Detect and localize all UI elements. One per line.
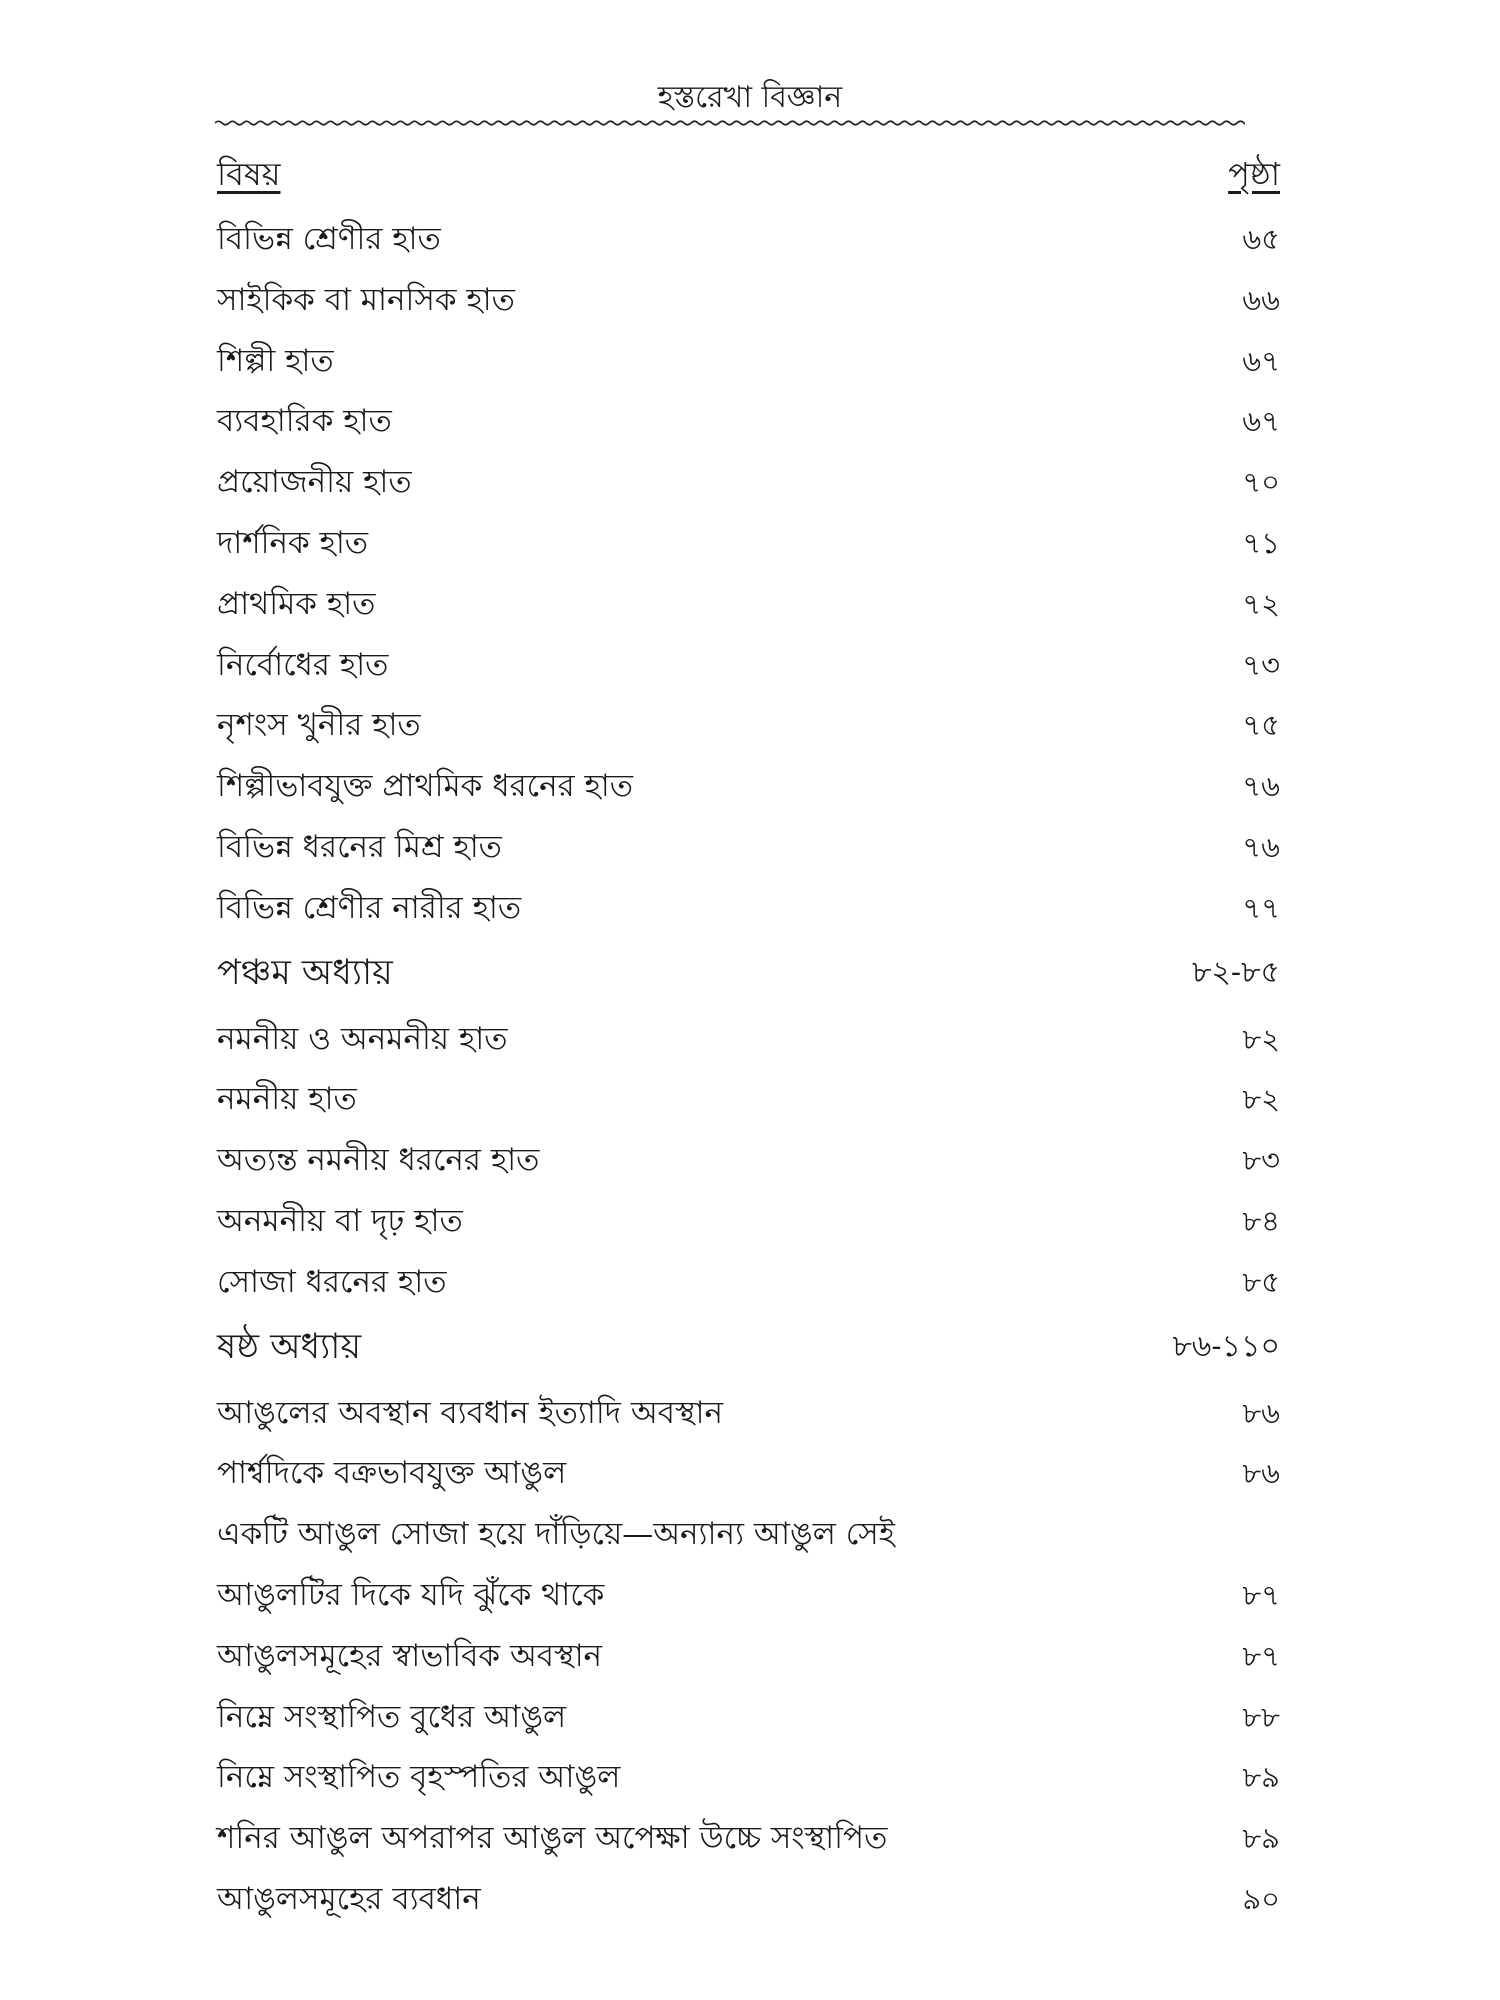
toc-row [215, 879, 1280, 940]
toc-row [215, 818, 1280, 879]
toc-entry-page: ৭৬ [1242, 829, 1280, 864]
toc-entry-title: নৃশংস খুনীর হাত [217, 707, 421, 744]
toc-row [215, 1627, 1280, 1688]
toc-entry-title: বিভিন্ন শ্রেণীর নারীর হাত [217, 889, 522, 926]
toc-row [215, 392, 1280, 453]
toc-entry-title: দার্শনিক হাত [217, 524, 369, 561]
wavy-divider [215, 116, 1245, 130]
toc-row [215, 210, 1280, 271]
toc-row [215, 1070, 1280, 1131]
toc-entry-page: ৮৯ [1242, 1760, 1280, 1795]
toc-row [215, 1505, 1280, 1566]
toc-entry-page: ৭৩ [1242, 647, 1280, 682]
toc-entry-title: সোজা ধরনের হাত [217, 1263, 447, 1300]
toc-entry-page: ৬৫ [1242, 222, 1280, 256]
toc-row [215, 1131, 1280, 1192]
toc-entry-page: ৮৩ [1242, 1143, 1280, 1178]
toc-entry-title: নিম্নে সংস্থাপিত বুধের আঙুল [217, 1698, 567, 1735]
toc-entry-title: নির্বোধের হাত [217, 646, 389, 683]
toc-entry-title: সাইকিক বা মানসিক হাত [217, 281, 515, 318]
toc-row [215, 1253, 1280, 1314]
page-label: পৃষ্ঠা [1228, 155, 1280, 193]
subject-label: বিষয় [217, 155, 281, 193]
toc-row [215, 514, 1280, 575]
toc-row [215, 1192, 1280, 1253]
toc-entry-title: বিভিন্ন শ্রেণীর হাত [217, 221, 441, 257]
toc-entry-page: ৭৭ [1242, 890, 1280, 925]
toc-entry-page: ৮৬ [1242, 1456, 1280, 1491]
toc-entry-title: শনির আঙুল অপরাপর আঙুল অপেক্ষা উচ্চে সংস্থাপিত [217, 1820, 888, 1857]
toc-row [215, 1809, 1280, 1870]
toc-entry-title: নমনীয় হাত [217, 1081, 357, 1118]
toc-entry-page: ৬৬ [1242, 282, 1280, 317]
toc-entry-title: আঙুলসমূহের ব্যবধান [217, 1880, 481, 1917]
toc-entry-title: পার্শ্বদিকে বক্রভাবযুক্ত আঙুল [217, 1455, 567, 1492]
toc-entry-title: ব্যবহারিক হাত [217, 403, 392, 440]
toc-entry-title: অত্যন্ত নমনীয় ধরনের হাত [217, 1142, 540, 1179]
toc-entry-title: আঙুলসমূহের স্বাভাবিক অবস্থান [217, 1637, 603, 1674]
toc-row [215, 1010, 1280, 1071]
toc-entry-title: নিম্নে সংস্থাপিত বৃহস্পতির আঙুল [217, 1759, 621, 1796]
chapter-title: পঞ্চম অধ্যায় [217, 952, 393, 993]
toc-entry-title: প্রাথমিক হাত [217, 585, 376, 622]
chapter-heading-row [215, 940, 1280, 1010]
toc-entry-page: ৮৯ [1242, 1821, 1280, 1856]
toc-entry-page: ৮৪ [1242, 1203, 1280, 1238]
toc-entry-page: ৮৬ [1242, 1395, 1280, 1430]
table-of-contents [215, 210, 1280, 1931]
toc-row [215, 1688, 1280, 1749]
toc-entry-title: নমনীয় ও অনমনীয় হাত [217, 1020, 508, 1057]
chapter-page-range: ৮৬-১১০ [1172, 1328, 1280, 1364]
toc-entry-page: ৭৬ [1242, 769, 1280, 804]
chapter-page-range: ৮২-৮৫ [1191, 954, 1280, 990]
toc-entry-page: ৬৭ [1242, 404, 1280, 439]
toc-entry-title: প্রয়োজনীয় হাত [217, 464, 412, 501]
toc-entry-title: অনমনীয় বা দৃঢ় হাত [217, 1202, 463, 1239]
toc-entry-page: ৭২ [1242, 586, 1280, 621]
toc-entry-title: আঙুলটির দিকে যদি ঝুঁকে থাকে [217, 1576, 605, 1613]
chapter-title: ষষ্ঠ অধ্যায় [217, 1326, 362, 1367]
toc-entry-page: ৯০ [1242, 1881, 1280, 1916]
toc-entry-title: শিল্পীভাবযুক্ত প্রাথমিক ধরনের হাত [217, 768, 634, 805]
toc-row [215, 453, 1280, 514]
toc-entry-page: ৭৫ [1242, 708, 1280, 743]
toc-row [215, 1384, 1280, 1445]
toc-entry-title: আঙুলের অবস্থান ব্যবধান ইত্যাদি অবস্থান [217, 1394, 724, 1431]
toc-entry-title: শিল্পী হাত [217, 342, 334, 379]
toc-row [215, 636, 1280, 697]
toc-row [215, 1870, 1280, 1931]
toc-row [215, 271, 1280, 332]
toc-entry-page: ৮৫ [1242, 1264, 1280, 1299]
toc-row [215, 1444, 1280, 1505]
toc-row [215, 757, 1280, 818]
toc-row [215, 575, 1280, 636]
toc-entry-page: ৭১ [1242, 525, 1280, 560]
toc-entry-page: ৬৭ [1242, 343, 1280, 378]
toc-entry-page: ৮৭ [1242, 1638, 1280, 1673]
toc-entry-page: ৭০ [1242, 465, 1280, 500]
toc-row [215, 1748, 1280, 1809]
running-title: হস্তরেখা বিজ্ঞান [657, 80, 843, 115]
toc-row [215, 1566, 1280, 1627]
toc-entry-page: ৮৭ [1242, 1577, 1280, 1612]
toc-entry-title: একটি আঙুল সোজা হয়ে দাঁড়িয়ে—অন্যান্য আঙুল সেই [217, 1516, 895, 1553]
toc-entry-page: ৮৮ [1242, 1699, 1280, 1734]
toc-entry-page: ৮২ [1242, 1082, 1280, 1117]
toc-header [215, 152, 1280, 196]
chapter-heading-row [215, 1314, 1280, 1384]
toc-row [215, 332, 1280, 393]
toc-row [215, 696, 1280, 757]
toc-entry-title: বিভিন্ন ধরনের মিশ্র হাত [217, 828, 502, 865]
toc-entry-page: ৮২ [1242, 1021, 1280, 1056]
